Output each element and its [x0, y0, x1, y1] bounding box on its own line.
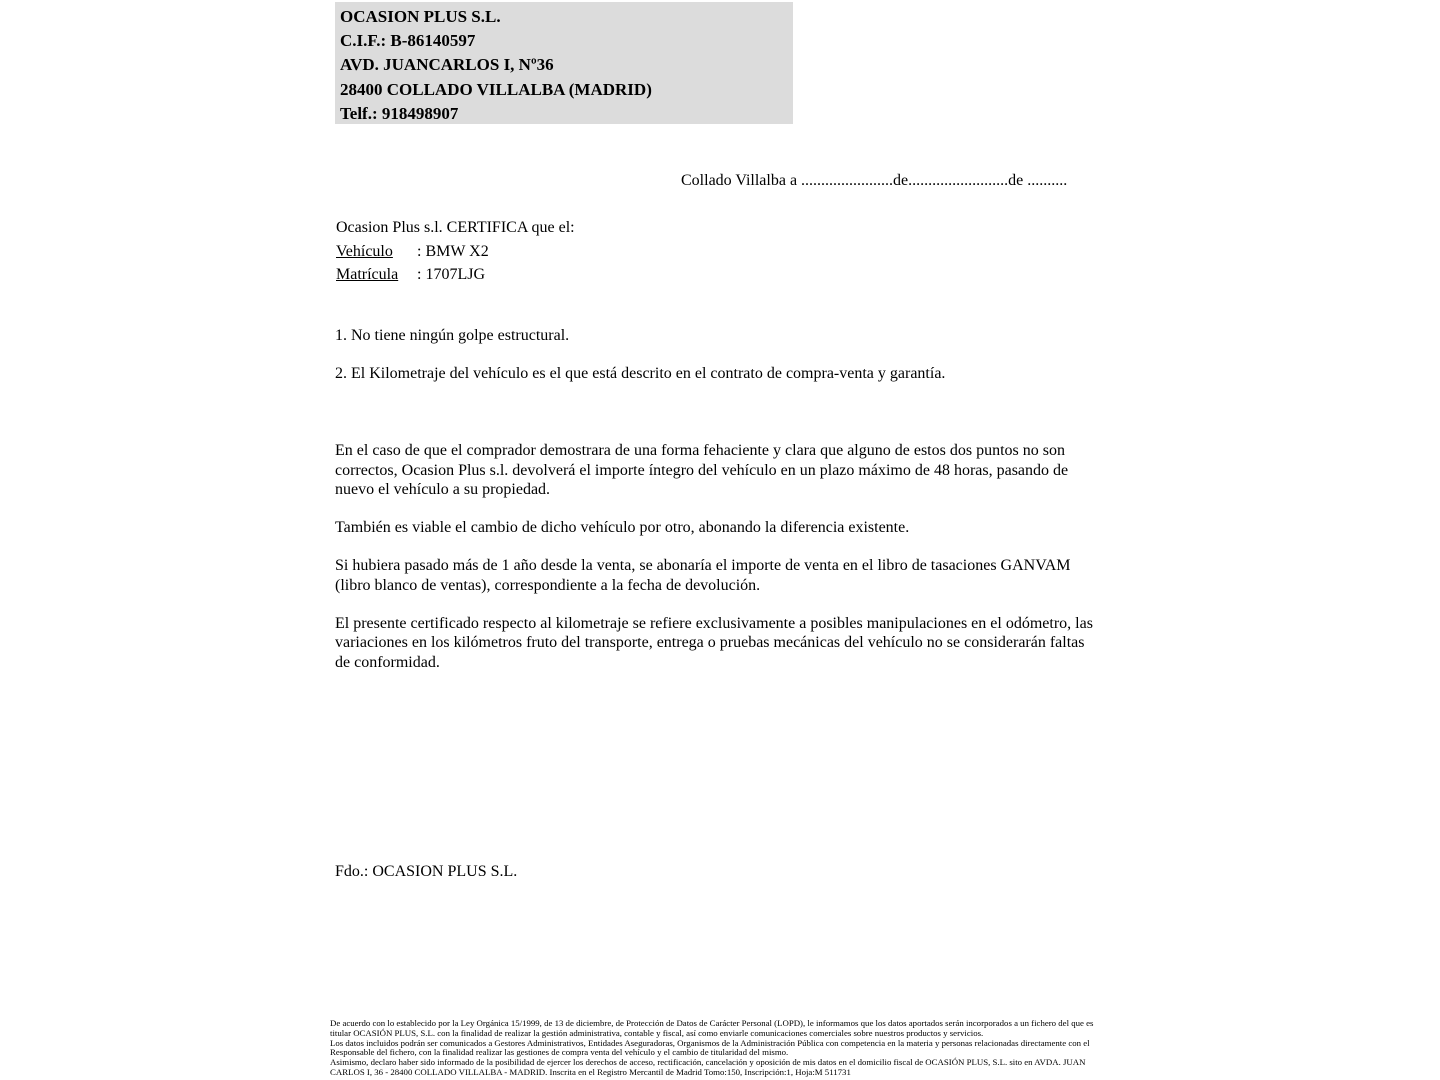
company-address: AVD. JUANCARLOS I, Nº36 [340, 55, 554, 75]
plate-label-cell [336, 263, 417, 287]
body-paragraphs [335, 441, 1101, 691]
company-phone: Telf.: 918498907 [340, 103, 459, 123]
legal-footer [330, 1019, 1104, 1078]
vehicle-label-cell [336, 240, 417, 264]
footer-data-sharing-paragraph: Los datos incluidos podrán ser comunicados a Gestores Administrativos, Entidades Aseguradoras, Organismos de la Administración Pública con competencia en la materia y personas relacionadas directamente con el Responsable del fichero, con la finalidad realizar las gestiones de compra venta del vehículo y el cambio de titularidad del mismo. [330, 1037, 1090, 1058]
paragraph-ganvam-valuation: Si hubiera pasado más de 1 año desde la venta, se abonaría el importe de venta en el libro de tasaciones GANVAM (libro blanco de ventas), correspondiente a la fecha de devolución. [335, 557, 1071, 594]
plate-row [336, 263, 575, 287]
paragraph-exchange-option: También es viable el cambio de dicho vehículo por otro, abonando la diferencia existente. [335, 519, 910, 536]
vehicle-value: : BMW X2 [417, 242, 489, 260]
vehicle-row [336, 240, 575, 264]
footer-lopd-paragraph: De acuerdo con lo establecido por la Ley Orgánica 15/1999, de 13 de diciembre, de Protección de Datos de Carácter Personal (LOPD), le informamos que los datos aportados serán incorporados a un fichero del que es titular OCASIÓN PLUS, S.L. con la finalidad de realizar la gestión administrativa, contable y fiscal, así como enviarle comunicaciones comerciales sobre nuestros productos y servicios. [330, 1018, 1094, 1038]
certification-block [336, 216, 575, 287]
footer-rights-paragraph: Asimismo, declaro haber sido informado de la posibilidad de ejercer los derechos de acceso, rectificación, cancelación y oposición de mis datos en el domicilio fiscal de OCASIÓN PLUS, S.L. sito en AVDA. JUAN CARLOS I, 36 - 28400 COLLADO VILLALBA - MADRID. Inscrita en el Registro Mercantil de Madrid Tomo:150, Inscripción:1, Hoja:M 511731 [330, 1057, 1086, 1077]
point-1: 1. No tiene ningún golpe estructural. [335, 327, 570, 344]
vehicle-label: Vehículo [336, 242, 393, 260]
plate-value: : 1707LJG [417, 266, 485, 283]
paragraph-refund-policy: En el caso de que el comprador demostrara de una forma fehaciente y clara que alguno de estos dos puntos no son correctos, Ocasion Plus s.l. devolverá el importe íntegro del vehículo en un plazo máximo de 48 horas, pasando de nuevo el vehículo a su propiedad. [335, 442, 1069, 498]
date-line: Collado Villalba a .......................de.........................de .......... [681, 172, 1068, 189]
company-name: OCASION PLUS S.L. [340, 7, 501, 26]
company-header-block [335, 2, 793, 124]
point-2: 2. El Kilometraje del vehículo es el que está descrito en el contrato de compra-venta y garantía. [335, 365, 946, 382]
certified-points [335, 326, 1101, 402]
signature-line: Fdo.: OCASION PLUS S.L. [335, 863, 518, 880]
company-city: 28400 COLLADO VILLALBA (MADRID) [340, 79, 652, 99]
paragraph-odometer-disclaimer: El presente certificado respecto al kilometraje se refiere exclusivamente a posibles manipulaciones en el odómetro, las variaciones en los kilómetros fruto del transporte, entrega o pruebas mecánicas del vehículo no se considerarán faltas de conformidad. [335, 614, 1093, 671]
plate-label: Matrícula [336, 266, 399, 283]
company-cif: C.I.F.: B-86140597 [340, 31, 476, 51]
certifies-intro: Ocasion Plus s.l. CERTIFICA que el: [336, 219, 575, 236]
